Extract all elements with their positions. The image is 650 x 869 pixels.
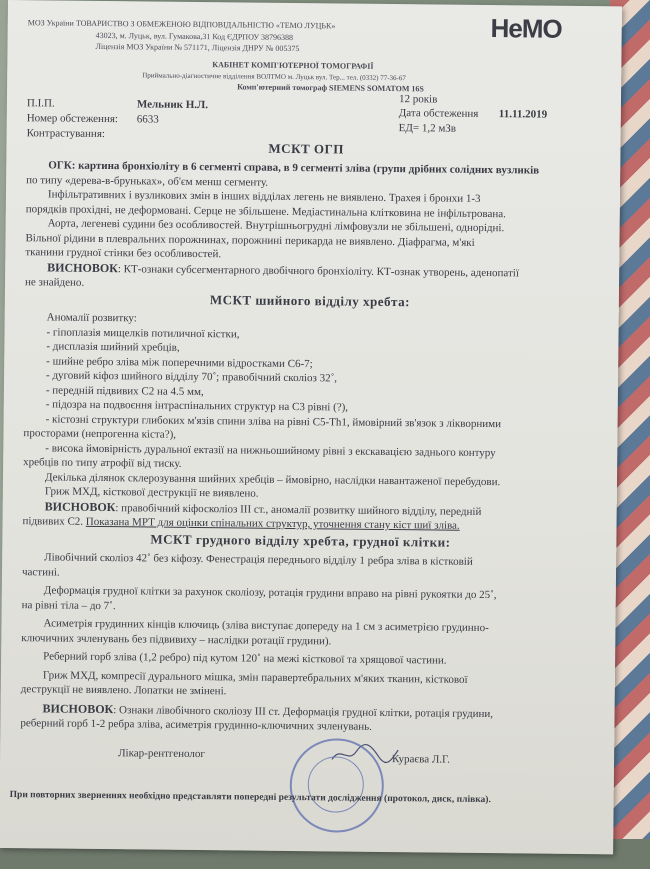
conclusion-label: ВИСНОВОК (44, 498, 116, 514)
chest-line: тканини грудної стінки без особливостей. (25, 246, 222, 261)
cabinet-title: КАБІНЕТ КОМП'ЮТЕРНОЇ ТОМОГРАФІЇ (212, 60, 374, 71)
exam-number: 6633 (136, 113, 159, 126)
cervical-line: - передній підвивих С2 на 4.5 мм, (45, 383, 204, 398)
patient-name-label: П.І.П. (26, 97, 55, 110)
contrast-label: Контрастування: (26, 127, 106, 141)
conclusion-text: підвивих С2. (22, 515, 86, 528)
doctor-name: Кураєва Л.Г. (392, 753, 451, 766)
conclusion-label: ВИСНОВОК (42, 700, 114, 716)
exam-date: 11.11.2019 (498, 108, 548, 121)
cervical-line: хребців по типу атрофії від тиску. (23, 456, 182, 470)
chest-line-ogk: ОГК: картина бронхіоліту в 6 сегменті справа, в 9 сегменті зліва (групи дрібних солідних вузликів (48, 159, 540, 177)
cervical-line: Гриж МХД, кісткової деструкції не виявлено. (44, 485, 259, 500)
mri-recommendation: Показана МРТ для оцінки спінальних структур, уточнення стану кіст шиї зліва. (85, 515, 460, 532)
thoracic-line: на рівні тіла – до 7˚. (21, 598, 116, 612)
doctor-title: Лікар-рентгенолог (118, 747, 205, 761)
chest-line: Інфільтративних і вузликових змін в інших відділах легень не виявлено. Трахея і бронхи 1-3 (47, 188, 481, 205)
conclusion-text: : КТ-ознаки субсегментарного двобічного бронхіоліту. КТ-ознак утворень, аденопатії (117, 262, 520, 279)
thoracic-line: частині. (21, 565, 60, 579)
header-address-line: 43023, м. Луцьк, вул. Гумакова,31 Код ЄДРПОУ 38796388 (95, 30, 294, 42)
cervical-line: - висока ймовірність дуральної ектазії на нижньошийному рівні з екскавацією заднього контуру (45, 441, 496, 459)
section-title-cervical: МСКТ шийного відділу хребта: (209, 292, 411, 310)
conclusion-text: : Ознаки лівобічного сколіозу ІІІ ст. Деформація грудної клітки, ротація грудини, (113, 703, 494, 720)
cervical-line: Аномалії розвитку: (46, 311, 137, 325)
patient-age: 12 років (398, 93, 438, 106)
cervical-line: - підозра на подвоєння інтраспінальних структур на С3 рівні (?), (45, 398, 349, 414)
chest-conclusion-cont: не знайдено. (24, 276, 85, 289)
cervical-line: Декілька ділянок склерозування шийних хребців – ймовірно, наслідки навантаженої перебудови. (44, 470, 501, 488)
cervical-line: - дуговий кіфоз шийного відділу 70˚; правобічний сколіоз 32˚, (46, 369, 338, 385)
thoracic-line: Лівобічний сколіоз 42˚ без кіфозу. Фенестрація переднього відділу 1 ребра зліва в кістковій (44, 551, 473, 568)
thoracic-line: Деформація грудної клітки за рахунок сколіозу, ротація грудини вправо на рівні рукоятки до 25˚, (43, 584, 497, 602)
cervical-line: - шийне ребро зліва між поперечними відростками С6-7; (46, 354, 313, 370)
thoracic-line: Реберний горб зліва (1,2 ребро) під кутом 120˚ на межі кісткової та хрящової частини. (43, 650, 447, 667)
section-thoracic-body (20, 550, 607, 737)
conclusion-text: : правобічний кіфосколіоз ІІІ ст., аномалії розвитку шийного відділу, передній (115, 501, 482, 518)
tomograph-line: Комп'ютерний томограф SIEMENS SOMATOM 16S (237, 82, 424, 94)
header-license-line: Ліцензія МОЗ України № 571171, Ліцензія ДНРУ № 005375 (95, 41, 300, 54)
cervical-line: - гіпоплазія мищелків потиличної кістки, (46, 325, 240, 340)
chest-line: порядків прохідні, не деформовані. Серце не збільшене. Медіастинальна клітковина не інфільтрована. (25, 202, 506, 220)
round-stamp (289, 738, 384, 833)
patient-name: Мельник Н.Л. (136, 98, 209, 112)
section-title-chest: МСКТ ОГП (268, 140, 345, 157)
exam-date-label: Дата обстеження (398, 107, 479, 120)
header-org-line: МОЗ України ТОВАРИСТВО З ОБМЕЖЕНОЮ ВІДПОВІДАЛЬНІСТЮ «ТЕМО ЛУЦЬК» (27, 18, 336, 31)
exam-number-label: Номер обстеження: (26, 112, 119, 126)
section-cervical-body (22, 310, 609, 535)
section-title-thoracic: МСКТ грудного відділу хребта, грудної клітки: (150, 531, 451, 550)
section-chest-body (25, 158, 611, 296)
footer-note: При повторних зверненнях необхідно представляти попередні результати дослідження (протокол, диск, плівка). (9, 790, 491, 806)
effective-dose: ЕД= 1,2 мЗв (398, 122, 457, 135)
cervical-line: - дисплазія шийний хребців, (46, 340, 180, 354)
chest-line: Аорта, легеневі судини без особливостей. Внутрішньогрудні лімфовузли не збільшені, однорідні. (47, 217, 505, 235)
thoracic-conclusion-cont: реберний горб 1-2 ребра зліва, асиметрія грудинно-ключичних зчленувань. (20, 717, 373, 733)
logo: НеМО (490, 13, 562, 44)
thoracic-line: деструкції не виявлено. Лопатки не змінені. (20, 683, 227, 698)
thoracic-line: Асиметрія грудинних кінців ключиць (зліва виступає допереду на 1 см з асиметрією грудинно- (43, 617, 489, 635)
thoracic-line: ключичних зчленувань без підвивиху – наслідки ротації грудини). (21, 631, 332, 647)
cabinet-address: Приймально-діагностичне відділення ВОЛТМО м. Луцьк вул. Тер... тел. (0332) 77-36-67 (142, 71, 406, 83)
chest-line: по типу «дерева-в-бруньках», об'єм менш сегменту. (26, 173, 269, 189)
conclusion-label: ВИСНОВОК (47, 259, 118, 275)
thoracic-line: Гриж МХД, компресії дурального мішка, змін паравертебральних м'яких тканин, кісткової (42, 668, 468, 686)
chest-line: Вільної рідини в плевральних порожнинах, порожнині перикарда не виявлено. Діафрагма, м'які (25, 231, 475, 249)
cervical-line: - кістозні структури глибоких м'язів спини зліва на рівні С5-Th1, ймовірний зв'язок з лікворними (45, 412, 502, 430)
cervical-line: просторами (непрогенна кіста?), (23, 427, 177, 441)
